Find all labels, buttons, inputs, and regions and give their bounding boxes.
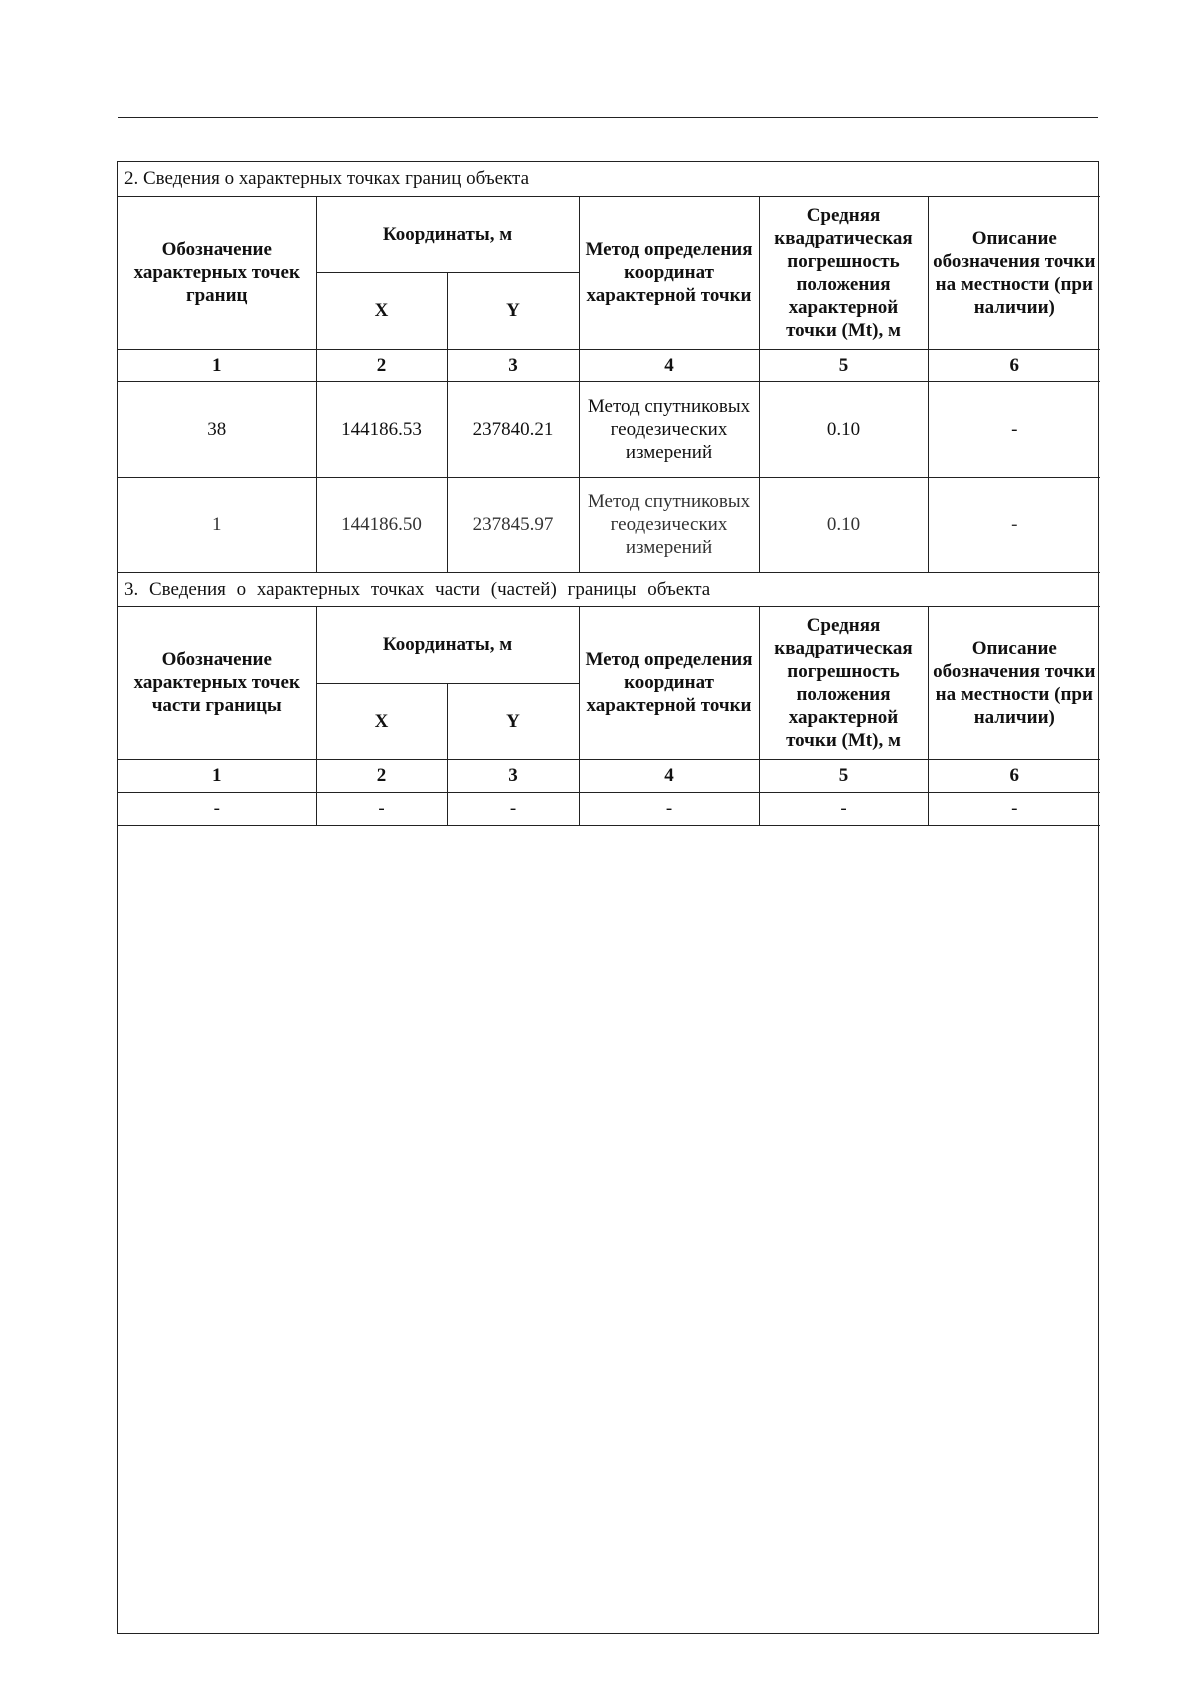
- header-y: Y: [447, 272, 579, 349]
- description: -: [928, 477, 1100, 572]
- coord-y: 237845.97: [447, 477, 579, 572]
- header-x: X: [316, 272, 447, 349]
- section-2-title: 2. Сведения о характерных точках границ объекта: [118, 162, 1100, 196]
- col-number: 6: [928, 759, 1100, 792]
- table-row: [118, 381, 1100, 477]
- header-designation: Обозначение характерных точек части границы: [118, 606, 316, 759]
- header-description: Описание обозначения точки на местности (при наличии): [928, 606, 1100, 759]
- description: -: [928, 792, 1100, 825]
- header-error: Средняя квадратическая погрешность положения характерной точки (Mt), м: [759, 196, 928, 349]
- method: Метод спутниковых геодезических измерений: [579, 381, 759, 477]
- header-description: Описание обозначения точки на местности (при наличии): [928, 196, 1100, 349]
- header-method: Метод определения координат характерной точки: [579, 606, 759, 759]
- description: -: [928, 381, 1100, 477]
- document-frame: [117, 161, 1099, 1634]
- coord-x: -: [316, 792, 447, 825]
- header-x: X: [316, 683, 447, 759]
- header-coordinates: Координаты, м: [316, 196, 579, 272]
- col-number: 3: [447, 759, 579, 792]
- col-number: 4: [579, 759, 759, 792]
- point-designation: 1: [118, 477, 316, 572]
- header-coordinates: Координаты, м: [316, 606, 579, 683]
- error-value: -: [759, 792, 928, 825]
- point-designation: -: [118, 792, 316, 825]
- header-error: Средняя квадратическая погрешность положения характерной точки (Mt), м: [759, 606, 928, 759]
- method: -: [579, 792, 759, 825]
- error-value: 0.10: [759, 477, 928, 572]
- coord-x: 144186.53: [316, 381, 447, 477]
- col-number: 4: [579, 349, 759, 381]
- section-3-title: 3. Сведения о характерных точках части (частей) границы объекта: [118, 572, 1100, 606]
- col-number: 5: [759, 349, 928, 381]
- coord-y: -: [447, 792, 579, 825]
- error-value: 0.10: [759, 381, 928, 477]
- col-number: 3: [447, 349, 579, 381]
- col-number: 5: [759, 759, 928, 792]
- boundary-points-table: [118, 162, 1100, 826]
- col-number: 2: [316, 349, 447, 381]
- coord-y: 237840.21: [447, 381, 579, 477]
- header-method: Метод определения координат характерной точки: [579, 196, 759, 349]
- table-row: [118, 477, 1100, 572]
- table-row: [118, 792, 1100, 825]
- col-number: 6: [928, 349, 1100, 381]
- header-designation: Обозначение характерных точек границ: [118, 196, 316, 349]
- point-designation: 38: [118, 381, 316, 477]
- top-rule: [118, 117, 1098, 118]
- header-y: Y: [447, 683, 579, 759]
- col-number: 1: [118, 759, 316, 792]
- method: Метод спутниковых геодезических измерений: [579, 477, 759, 572]
- col-number: 1: [118, 349, 316, 381]
- coord-x: 144186.50: [316, 477, 447, 572]
- col-number: 2: [316, 759, 447, 792]
